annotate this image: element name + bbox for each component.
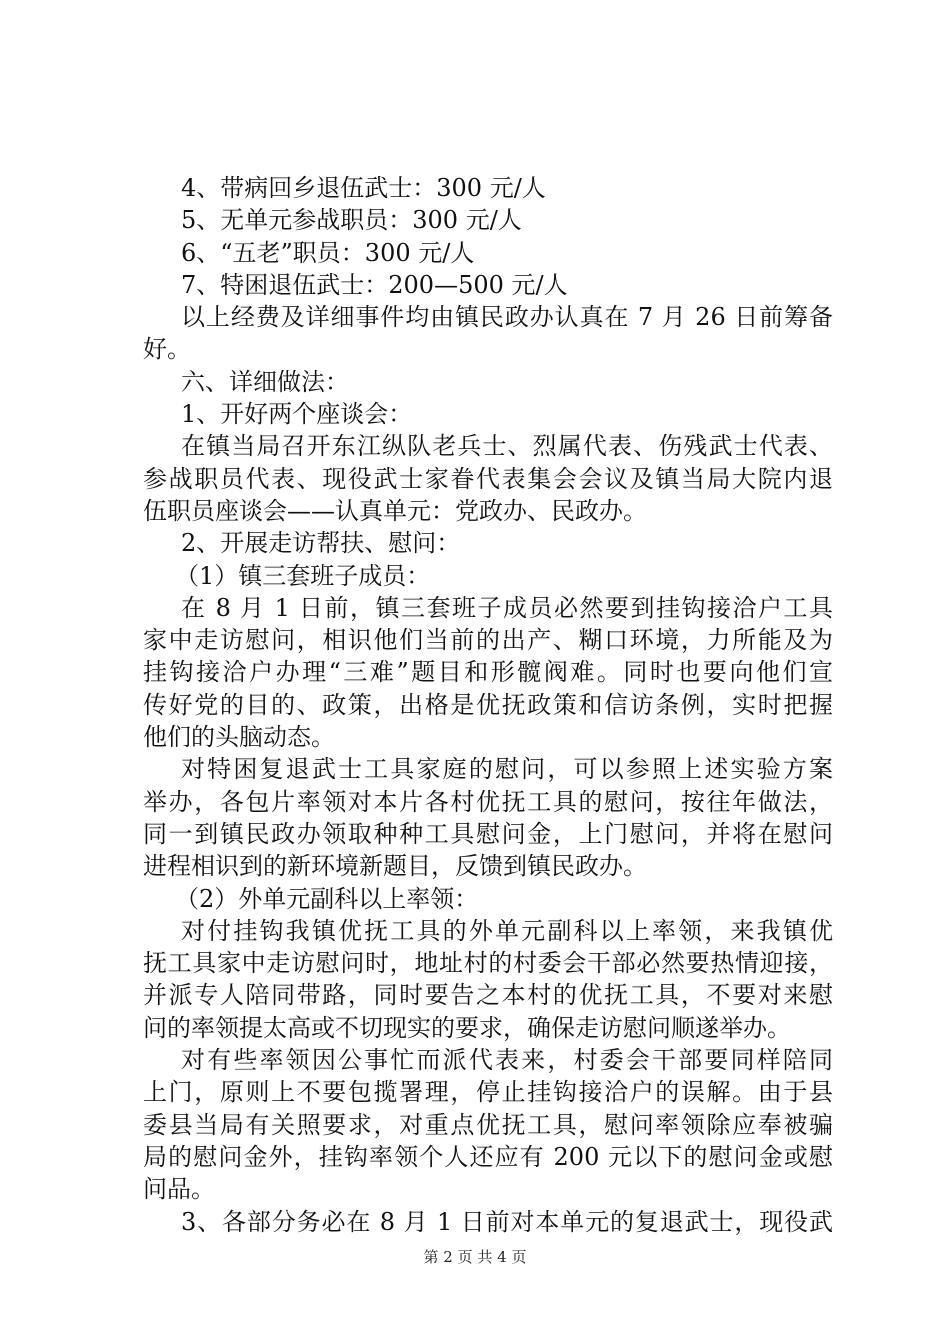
document-body — [143, 172, 833, 1238]
text-line: 家中走访慰问，相识他们当前的出产、糊口环境，力所能及为 — [143, 626, 833, 655]
text-line: 抚工具家中走访慰问时，地址村的村委会干部必然要热情迎接， — [143, 949, 833, 978]
subsection-heading: 2、开展走访帮扶、慰问： — [181, 529, 461, 558]
text-line: 在 8 月 1 日前，镇三套班子成员必然要到挂钩接洽户工具 — [181, 593, 833, 622]
page-footer: 第 2 页 共 4 页 — [423, 1248, 527, 1266]
text-line: 挂钩接洽户办理“三难”题目和形髋阀难。同时也要向他们宣 — [143, 658, 833, 687]
text-line: 3、各部分务必在 8 月 1 日前对本单元的复退武士，现役武 — [181, 1207, 833, 1236]
subsection-heading: 1、开好两个座谈会： — [181, 400, 413, 429]
text-line: 问品。 — [143, 1175, 215, 1204]
text-line: 举办，各包片率领对本片各村优抚工具的慰问，按往年做法， — [143, 787, 833, 816]
text-line: 问的率领提太高或不切现实的要求，确保走访慰问顺遂举办。 — [143, 1013, 791, 1042]
text-line: 进程相识到的新环境新题目，反馈到镇民政办。 — [143, 852, 647, 881]
text-line: 对有些率领因公事忙而派代表来，村委会干部要同样陪同 — [181, 1046, 833, 1075]
text-line: 对付挂钩我镇优抚工具的外单元副科以上率领，来我镇优 — [181, 916, 833, 945]
text-line: 同一到镇民政办领取种种工具慰问金，上门慰问，并将在慰问 — [143, 819, 833, 848]
subsection-heading: （1）镇三套班子成员： — [175, 561, 431, 590]
text-line: 他们的头脑动态。 — [143, 723, 335, 752]
text-line: 上门，原则上不要包揽署理，停止挂钩接洽户的误解。由于县 — [143, 1078, 833, 1107]
text-line: 并派专人陪同带路，同时要告之本村的优抚工具，不要对来慰 — [143, 981, 833, 1010]
text-line: 伍职员座谈会——认真单元：党政办、民政办。 — [143, 496, 647, 525]
text-line: 委县当局有关照要求，对重点优抚工具，慰问率领除应奉被骗 — [143, 1110, 833, 1139]
text-line: 7、特困退伍武士：200—500 元/人 — [181, 270, 568, 299]
text-line: 在镇当局召开东江纵队老兵士、烈属代表、伤残武士代表、 — [181, 432, 833, 461]
text-line: 5、无单元参战职员：300 元/人 — [181, 206, 522, 235]
section-heading: 六、详细做法： — [181, 367, 349, 396]
text-line: 参战职员代表、现役武士家眷代表集会会议及镇当局大院内退 — [143, 464, 833, 493]
text-line: 6、“五老”职员：300 元/人 — [181, 238, 475, 267]
subsection-heading: （2）外单元副科以上率领： — [175, 884, 479, 913]
text-line: 局的慰问金外，挂钩率领个人还应有 200 元以下的慰问金或慰 — [143, 1142, 833, 1171]
text-line: 对特困复退武士工具家庭的慰问，可以参照上述实验方案 — [181, 755, 833, 784]
text-line: 好。 — [143, 335, 191, 364]
text-line: 4、带病回乡退伍武士：300 元/人 — [181, 174, 546, 202]
text-line: 以上经费及详细事件均由镇民政办认真在 7 月 26 日前筹备 — [181, 303, 833, 332]
text-line: 传好党的目的、政策，出格是优抚政策和信访条例，实时把握 — [143, 690, 833, 719]
